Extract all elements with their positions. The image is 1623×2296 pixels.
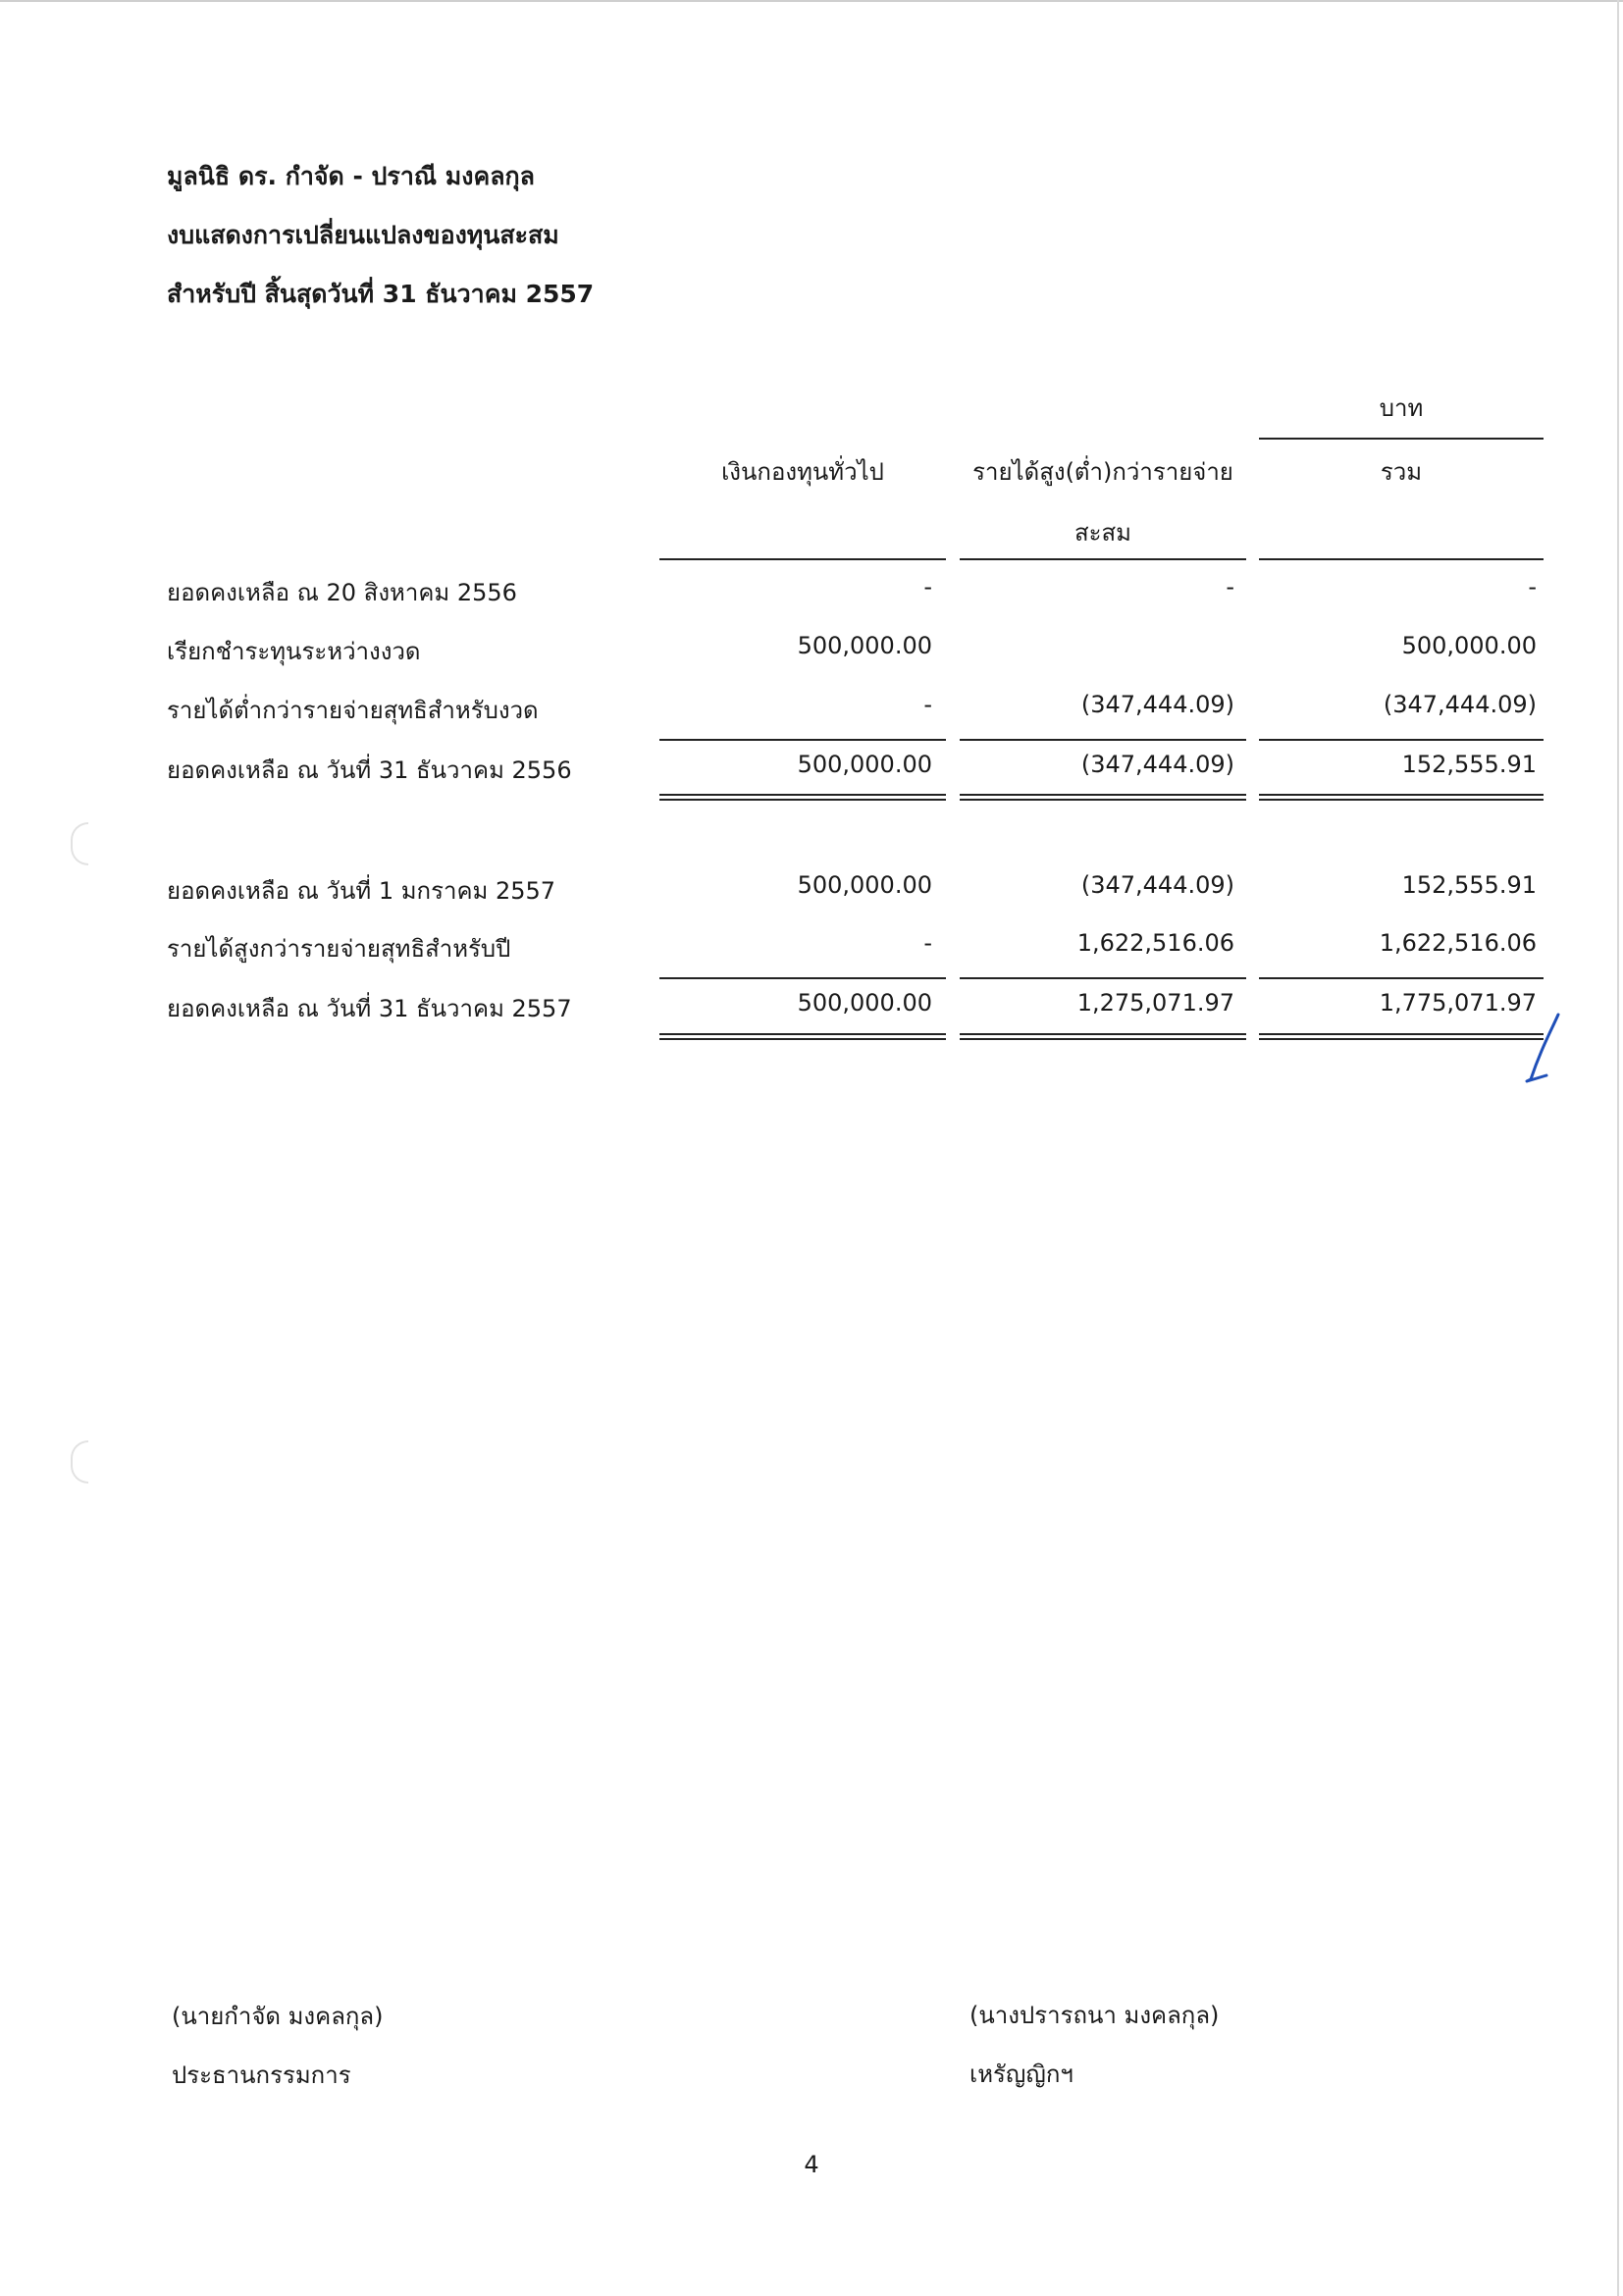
scan-edge (1617, 0, 1619, 2296)
row-label: ยอดคงเหลือ ณ วันที่ 31 ธันวาคม 2557 (167, 995, 572, 1022)
currency-unit: บาท (1379, 394, 1424, 422)
double-underline (659, 794, 946, 801)
total-value: 500,000.00 (1401, 632, 1537, 659)
column-header-accumulated-line2: สะสม (1073, 519, 1131, 547)
total-value: 1,775,071.97 (1379, 989, 1537, 1017)
total-value: 152,555.91 (1401, 871, 1537, 899)
column-header-total-text: รวม (1380, 458, 1423, 486)
general-fund-value: - (923, 573, 932, 600)
signature-block-chairman (172, 1987, 384, 2105)
general-fund-value: - (923, 929, 932, 957)
table-row-balance-2556 (0, 739, 1623, 798)
header-rule (1259, 558, 1544, 560)
total-value: - (1528, 573, 1537, 600)
total-value: 152,555.91 (1401, 751, 1537, 778)
table-row (0, 679, 1623, 738)
page-number: 4 (804, 2151, 819, 2178)
double-underline (960, 794, 1246, 801)
accumulated-value: (347,444.09) (1080, 871, 1234, 899)
check-mark-icon (1523, 1011, 1562, 1089)
total-value: 1,622,516.06 (1379, 929, 1537, 957)
table-row (0, 561, 1623, 620)
unit-underline (1259, 438, 1544, 440)
double-underline (1259, 794, 1544, 801)
accumulated-value: 1,275,071.97 (1076, 989, 1234, 1017)
accumulated-value: (347,444.09) (1080, 691, 1234, 718)
row-label: ยอดคงเหลือ ณ วันที่ 1 มกราคม 2557 (167, 877, 556, 905)
header-rule (659, 558, 946, 560)
general-fund-value: 500,000.00 (797, 871, 932, 899)
organization-name: มูลนิธิ ดร. กำจัด - ปราณี มงคลกุล (167, 162, 535, 190)
column-header-general-fund (659, 442, 946, 502)
header-rule (960, 558, 1246, 560)
row-label: รายได้ต่ำกว่ารายจ่ายสุทธิสำหรับงวด (167, 697, 539, 724)
general-fund-value: 500,000.00 (797, 632, 932, 659)
row-label: ยอดคงเหลือ ณ 20 สิงหาคม 2556 (167, 579, 517, 606)
column-header-total (1259, 442, 1544, 502)
total-value: (347,444.09) (1383, 691, 1537, 718)
chairman-title: ประธานกรรมการ (172, 2061, 351, 2089)
table-row (0, 917, 1623, 976)
statement-header (167, 147, 594, 324)
general-fund-value: 500,000.00 (797, 989, 932, 1017)
double-underline (960, 1033, 1246, 1040)
table-row (0, 860, 1623, 918)
column-header-general-fund-text: เงินกองทุนทั่วไป (721, 458, 884, 486)
column-header-accumulated-line1: รายได้สูง(ต่ำ)กว่ารายจ่าย (972, 458, 1233, 486)
statement-title: งบแสดงการเปลี่ยนแปลงของทุนสะสม (167, 221, 559, 249)
treasurer-name: (นางปรารถนา มงคลกุล) (969, 2002, 1220, 2029)
treasurer-title: เหรัญญิกฯ (969, 2061, 1073, 2088)
double-underline (659, 1033, 946, 1040)
row-label: รายได้สูงกว่ารายจ่ายสุทธิสำหรับปี (167, 935, 511, 963)
double-underline (1259, 1033, 1544, 1040)
accumulated-value: - (1226, 573, 1234, 600)
column-header-accumulated (960, 442, 1246, 563)
general-fund-value: 500,000.00 (797, 751, 932, 778)
general-fund-value: - (923, 691, 932, 718)
statement-period: สำหรับปี สิ้นสุดวันที่ 31 ธันวาคม 2557 (167, 280, 595, 308)
chairman-name: (นายกำจัด มงคลกุล) (172, 2003, 384, 2030)
accumulated-value: (347,444.09) (1080, 751, 1234, 778)
table-row-balance-2557 (0, 977, 1623, 1036)
accumulated-value: 1,622,516.06 (1076, 929, 1234, 957)
table-row (0, 620, 1623, 679)
row-label: เรียกชำระทุนระหว่างงวด (167, 638, 421, 665)
row-label: ยอดคงเหลือ ณ วันที่ 31 ธันวาคม 2556 (167, 757, 572, 784)
signature-block-treasurer (969, 1986, 1219, 2104)
